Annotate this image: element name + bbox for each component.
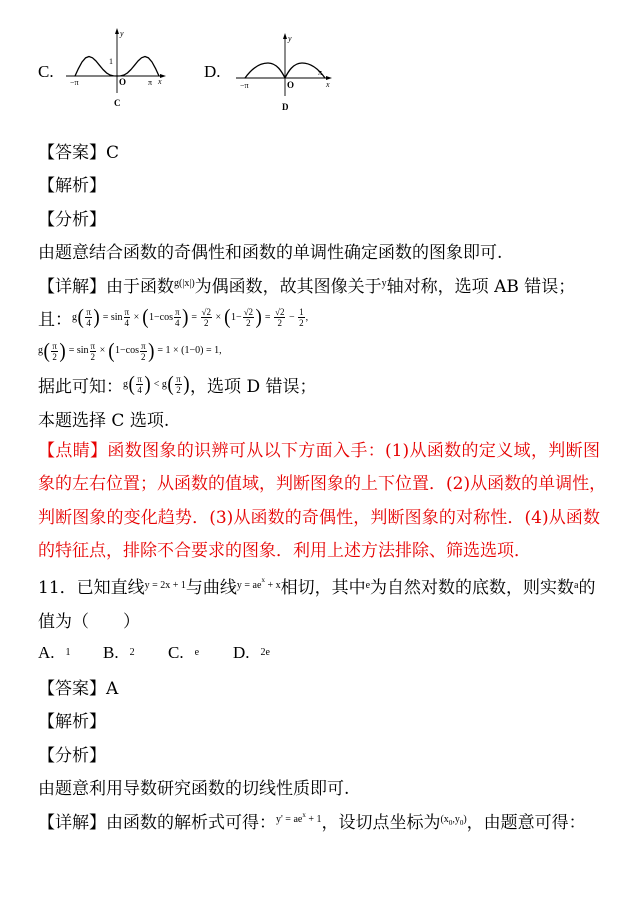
fraction-numerator: √2 [243, 307, 254, 317]
fraction-denominator: 4 [137, 385, 142, 395]
text-run: ，设切点坐标为 [321, 812, 441, 833]
math-expression: 1−cos [149, 311, 174, 323]
option-letter: B. [103, 642, 119, 662]
text-run: 【详解】由函数的解析式可得： [38, 812, 276, 833]
pi-label: π [318, 68, 323, 77]
q10-calc-line-2 [38, 334, 600, 368]
fraction-numerator: π [137, 374, 142, 384]
math-fraction [201, 307, 212, 328]
option-d-label: D. [204, 62, 221, 81]
text-run: 相切，其中 [280, 578, 366, 598]
math-fraction [51, 341, 58, 362]
fraction-numerator: π [176, 374, 181, 384]
fraction-denominator: 2 [176, 385, 181, 395]
q10-choice-line: 本题选择 C 选项. [38, 410, 170, 431]
fraction-denominator: 2 [90, 351, 96, 362]
option-d [233, 643, 298, 663]
math-expression: = [262, 311, 274, 323]
fraction-denominator: 4 [124, 318, 130, 328]
q11-stem-line-1 [38, 569, 600, 603]
q11-detail-line [38, 803, 600, 837]
origin-label: O [287, 80, 295, 90]
option-c-label: C. [38, 62, 54, 81]
origin-label: O [119, 77, 127, 87]
y-axis-label: y [288, 34, 292, 43]
q11-stem-line-2: 值为（ ） [38, 611, 140, 632]
option-letter: C. [168, 642, 184, 662]
text-run: 为自然对数的底数，则实数 [370, 578, 575, 598]
fraction-denominator: 2 [277, 318, 282, 328]
q10-detail-line [38, 267, 600, 301]
math-expression: ) [463, 814, 467, 825]
pi-label: π [148, 78, 153, 87]
x-axis-label: x [158, 77, 162, 86]
fraction-denominator: 2 [141, 351, 146, 362]
math-paren: ( [142, 305, 149, 330]
fraction-numerator: π [124, 307, 130, 317]
fraction-numerator: 1 [299, 307, 304, 317]
text-run: 11．已知直线 [38, 578, 145, 598]
q10-answer: 【答案】C [38, 142, 120, 163]
option-value: 2 [129, 646, 135, 658]
dianjing-line [38, 435, 600, 469]
text-run: ，选项 D 错误； [190, 377, 317, 397]
neg-pi-label: −π [240, 81, 249, 90]
math-subscript: 0 [448, 818, 453, 827]
option-value: 2e [260, 646, 270, 658]
math-paren: ) [144, 372, 151, 397]
math-expression: g [72, 311, 77, 323]
math-expression: y' = ae [276, 814, 303, 825]
math-expression: = 1 × (1−0) = 1, [154, 345, 222, 356]
q11-jiexi-heading: 【解析】 [38, 712, 106, 732]
math-paren: ( [128, 372, 135, 397]
math-fraction [298, 307, 305, 328]
math-paren: ) [255, 305, 262, 330]
math-paren: ) [182, 305, 189, 330]
tick-label-one: 1 [109, 57, 113, 66]
q10-calc-line-1 [38, 301, 600, 335]
dianjing-line [38, 468, 607, 502]
option-b [103, 643, 168, 663]
math-expression: ,y [452, 814, 460, 825]
option-value: e [194, 646, 200, 658]
math-expression: + x [264, 579, 281, 591]
math-paren: ( [224, 305, 231, 330]
math-expression: + 1 [305, 814, 322, 825]
math-superscript: x [302, 810, 306, 819]
fraction-numerator: π [90, 340, 96, 351]
dianjing-text: 判断图象的变化趋势．(3)从函数的奇偶性，判断图象的对称性．(4)从函数 [38, 507, 600, 528]
math-fraction [274, 307, 285, 328]
math-expression: × [212, 311, 224, 323]
math-fraction [175, 374, 182, 395]
math-fraction [243, 307, 254, 328]
math-expression: , [305, 311, 309, 323]
math-expression: y = ae [236, 579, 262, 591]
option-letter: A. [38, 642, 55, 662]
math-fraction [136, 374, 143, 395]
text-run: 的 [578, 578, 596, 598]
text-run: 轴对称，选项 AB 错误； [386, 276, 576, 297]
math-paren: ( [108, 339, 115, 363]
q10-conclusion-line [38, 368, 600, 402]
math-paren: ( [167, 372, 174, 397]
math-paren: ) [183, 372, 190, 397]
math-fraction [174, 307, 181, 328]
fraction-denominator: 4 [86, 318, 91, 328]
neg-pi-label: −π [70, 78, 79, 87]
y-axis-label: y [120, 29, 124, 38]
text-run: 且： [38, 310, 72, 330]
fraction-denominator: 2 [52, 351, 57, 362]
math-paren: ( [77, 305, 84, 330]
fraction-numerator: √2 [275, 307, 285, 317]
math-expression: g [38, 345, 43, 356]
math-expression: (x [440, 814, 449, 825]
math-paren: ) [148, 339, 155, 363]
math-expression: − [286, 311, 298, 323]
text-run: 据此可知： [38, 377, 123, 397]
solution-body [38, 133, 607, 837]
math-superscript: x [261, 576, 265, 584]
q10-jiexi-heading: 【解析】 [38, 176, 106, 196]
math-subscript: 0 [459, 818, 464, 827]
option-c [168, 643, 233, 663]
dianjing-text: 的特征点，排除不合要求的图象．利用上述方法排除、筛选选项． [38, 541, 531, 562]
q10-analysis-text: 由题意结合函数的奇偶性和函数的单调性确定函数的图象即可. [38, 243, 503, 263]
fraction-denominator: 4 [175, 318, 180, 328]
q11-answer: 【答案】A [38, 678, 119, 699]
q11-analysis-text: 由题意利用导数研究函数的切线性质即可. [38, 779, 350, 799]
dianjing-line [38, 502, 600, 536]
dianjing-label: 【点睛】 [38, 440, 108, 461]
dianjing-text: 象的左右位置；从函数的值域，判断图象的上下位置．(2)从函数的单调性， [38, 474, 607, 495]
fraction-numerator: π [175, 307, 180, 317]
math-fraction [85, 307, 92, 328]
fraction-denominator: 2 [299, 318, 304, 328]
math-paren: ) [59, 339, 66, 363]
math-fraction [90, 341, 97, 362]
x-axis-label: x [326, 80, 330, 89]
dianjing-line [38, 535, 600, 569]
q10-fenxi-heading: 【分析】 [38, 209, 106, 230]
q11-fenxi-heading: 【分析】 [38, 745, 106, 766]
math-paren: ( [43, 339, 50, 363]
math-expression: 1− [230, 311, 242, 323]
math-expression: g(|x|) [174, 278, 195, 289]
fraction-numerator: π [86, 307, 91, 317]
fraction-numerator: π [52, 340, 57, 351]
math-expression: y = 2x + 1 [144, 579, 186, 591]
y-axis-arrow [283, 33, 287, 39]
math-expression: g [123, 378, 128, 390]
math-expression: 1−cos [115, 345, 140, 356]
option-a [38, 643, 103, 663]
option-letter: D. [233, 642, 250, 662]
math-fraction [124, 307, 131, 328]
option-value: 1 [65, 646, 71, 658]
fraction-denominator: 2 [246, 318, 251, 328]
q11-options [38, 636, 600, 670]
math-expression: × [97, 345, 108, 356]
math-expression: = sin [100, 311, 123, 323]
fraction-numerator: π [141, 340, 146, 351]
fraction-denominator: 2 [204, 318, 209, 328]
graph-caption: D [282, 102, 289, 112]
dianjing-text: 函数图象的识辨可从以下方面入手：(1)从函数的定义域，判断图 [107, 440, 601, 461]
math-expression: = sin [66, 345, 89, 356]
math-fraction [140, 341, 147, 362]
text-run: 为偶函数，故其图像关于 [194, 276, 382, 297]
option-c-graph [62, 25, 174, 113]
math-expression: = [188, 311, 200, 323]
dianjing-note [38, 435, 607, 569]
math-expression: < g [151, 378, 167, 390]
math-expression: e [365, 579, 371, 591]
math-paren: ) [93, 305, 100, 330]
y-axis-arrow [115, 28, 119, 34]
graph-caption: C [114, 98, 121, 108]
fraction-numerator: √2 [201, 307, 211, 317]
math-expression: a [574, 579, 579, 591]
option-d-graph [232, 30, 342, 118]
text-run: 与曲线 [185, 578, 237, 598]
math-expression: y [381, 278, 387, 289]
text-run: 【详解】由于函数 [38, 276, 174, 297]
text-run: ，由题意可得： [466, 812, 586, 833]
math-expression: × [131, 311, 142, 323]
